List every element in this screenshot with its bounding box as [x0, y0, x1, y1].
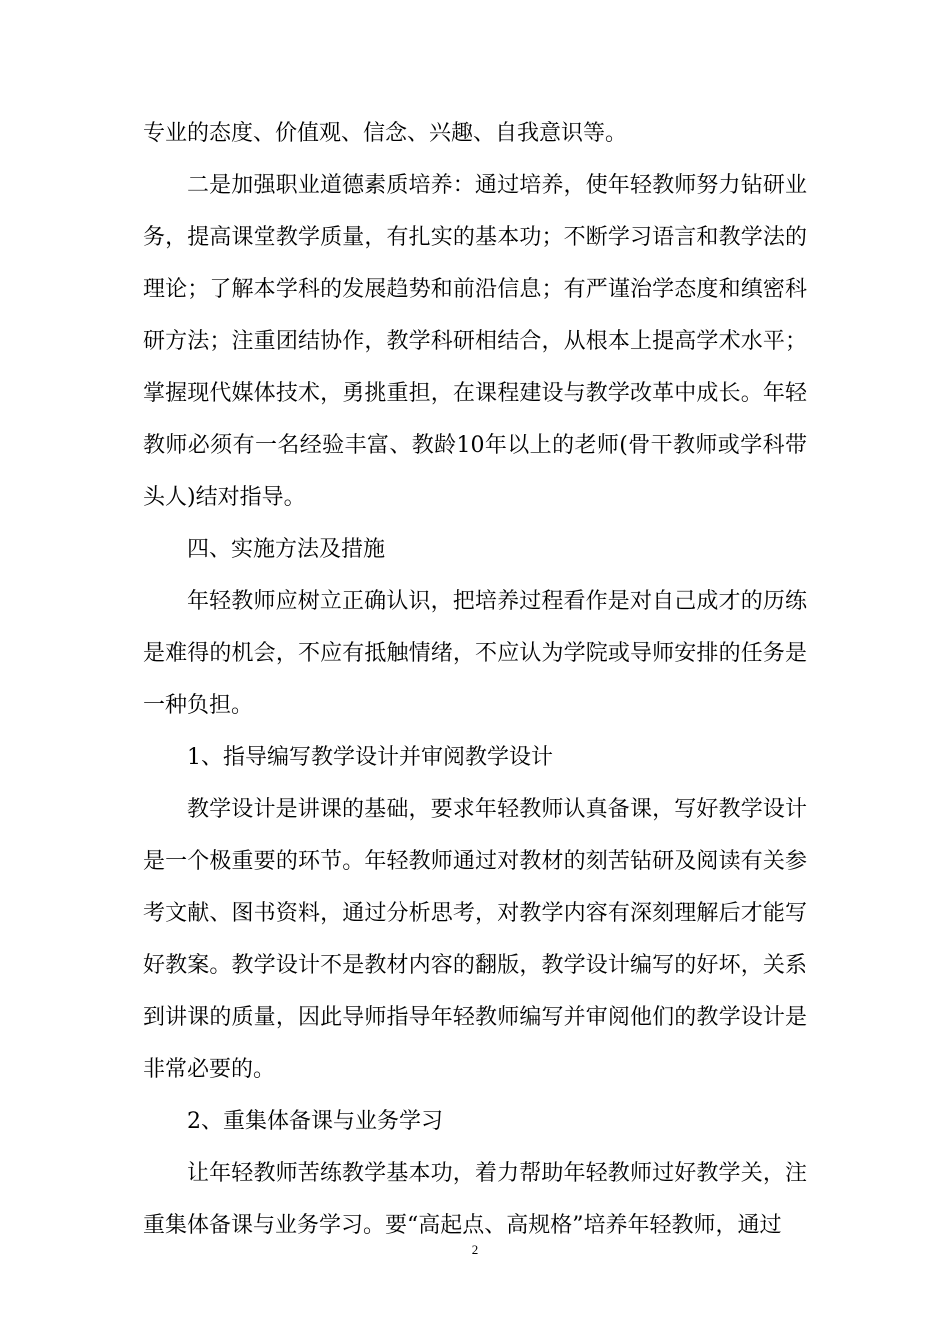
- paragraph-continuation: 专业的态度、价值观、信念、兴趣、自我意识等。: [143, 121, 628, 146]
- subheading-collective-preparation: 2、重集体备课与业务学习: [187, 1109, 443, 1134]
- page-number: 2: [471, 1242, 479, 1257]
- subheading-teaching-design: 1、指导编写教学设计并审阅教学设计: [187, 745, 553, 770]
- paragraph-basic-skills: 让年轻教师苦练教学基本功，着力帮助年轻教师过好教学关，注重集体备课与业务学习。要“高起点、高规格”培养年轻教师，通过: [143, 1161, 807, 1238]
- body-text: [143, 108, 807, 1252]
- paragraph-professional-ethics: 二是加强职业道德素质培养：通过培养，使年轻教师努力钻研业务，提高课堂教学质量，有扎实的基本功；不断学习语言和教学法的理论；了解本学科的发展趋势和前沿信息；有严谨治学态度和缜密科研方法；注重团结协作，教学科研相结合，从根本上提高学术水平；掌握现代媒体技术，勇挑重担，在课程建设与教学改革中成长。年轻教师必须有一名经验丰富、教龄10年以上的老师(骨干教师或学科带头人)结对指导。: [143, 173, 807, 510]
- paragraph-teaching-design: 教学设计是讲课的基础，要求年轻教师认真备课，写好教学设计是一个极重要的环节。年轻教师通过对教材的刻苦钻研及阅读有关参考文献、图书资料，通过分析思考，对教学内容有深刻理解后才能写好教案。教学设计不是教材内容的翻版，教学设计编写的好坏，关系到讲课的质量，因此导师指导年轻教师编写并审阅他们的教学设计是非常必要的。: [143, 797, 807, 1082]
- section-heading-implementation: 四、实施方法及措施: [187, 537, 386, 562]
- paragraph-correct-understanding: 年轻教师应树立正确认识，把培养过程看作是对自己成才的历练是难得的机会，不应有抵触情绪，不应认为学院或导师安排的任务是一种负担。: [143, 589, 807, 718]
